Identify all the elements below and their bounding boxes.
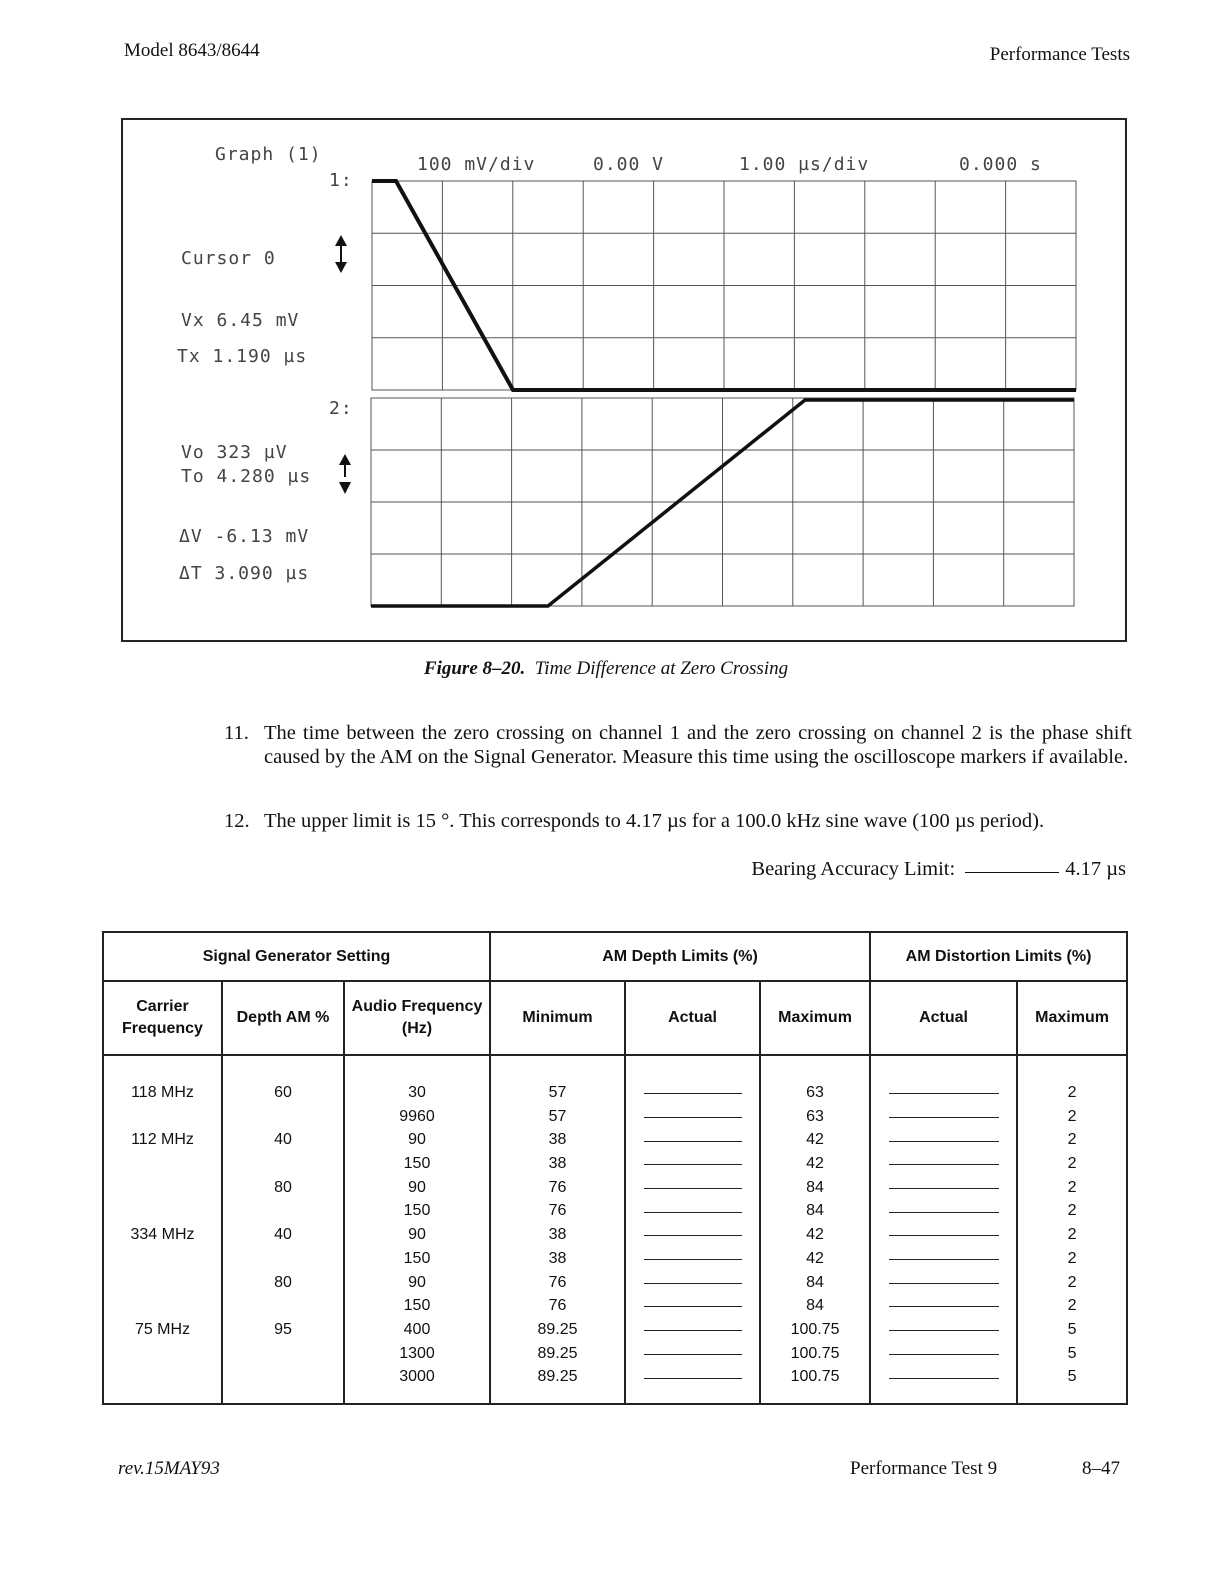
distortion-actual-field[interactable] <box>889 1378 999 1379</box>
table-cell <box>626 1318 759 1342</box>
depth-actual-field[interactable] <box>644 1212 742 1213</box>
graph-title: Graph (1) <box>215 144 322 165</box>
distortion-actual-field[interactable] <box>889 1235 999 1236</box>
channel-2-label: 2: <box>329 398 353 419</box>
carrier-frequency <box>104 1271 221 1295</box>
depth-minimum: 57 <box>548 1107 567 1125</box>
distortion-maximum: 5 <box>1067 1320 1077 1338</box>
audio-frequency-column <box>344 1055 490 1404</box>
header-section: Performance Tests <box>989 44 1130 65</box>
table-cell <box>626 1105 759 1129</box>
depth-actual-field[interactable] <box>644 1141 742 1142</box>
table-cell <box>871 1128 1016 1152</box>
delta-t: ΔT 3.090 µs <box>179 563 310 584</box>
depth-am: 80 <box>274 1273 292 1291</box>
distortion-maximum: 2 <box>1067 1131 1077 1149</box>
depth-minimum: 57 <box>548 1084 567 1101</box>
distortion-actual-field[interactable] <box>889 1141 999 1142</box>
depth-maximum: 84 <box>806 1297 824 1315</box>
depth-actual-field[interactable] <box>644 1117 742 1118</box>
table-cell <box>626 1271 759 1295</box>
header-model: Model 8643/8644 <box>124 40 260 61</box>
carrier-frequency <box>104 1152 221 1176</box>
column-header: Actual <box>625 981 760 1055</box>
depth-minimum: 76 <box>548 1202 567 1220</box>
depth-minimum-column <box>490 1055 625 1404</box>
distortion-maximum: 5 <box>1067 1368 1077 1386</box>
channel-1-label: 1: <box>329 170 353 191</box>
audio-frequency: 150 <box>403 1297 431 1315</box>
table-cell <box>871 1271 1016 1295</box>
footer-page-number: 8–47 <box>1082 1458 1120 1479</box>
distortion-maximum: 2 <box>1067 1297 1077 1315</box>
distortion-maximum: 2 <box>1067 1273 1077 1291</box>
depth-actual-field[interactable] <box>644 1093 742 1094</box>
depth-minimum: 76 <box>548 1297 567 1315</box>
column-header: Depth AM % <box>222 981 344 1055</box>
figure-number: Figure 8–20. <box>423 658 526 679</box>
table-cell <box>626 1128 759 1152</box>
footer-revision: rev.15MAY93 <box>118 1458 220 1479</box>
table-cell <box>871 1199 1016 1223</box>
table-cell <box>871 1081 1016 1105</box>
depth-am: 80 <box>274 1178 292 1196</box>
distortion-actual-field-column <box>870 1055 1017 1404</box>
depth-am <box>223 1365 343 1389</box>
limit-label: Bearing Accuracy Limit: <box>751 858 956 880</box>
table-cell <box>871 1105 1016 1129</box>
time-per-div: 1.00 µs/div <box>739 154 870 175</box>
table-cell <box>871 1294 1016 1318</box>
carrier-frequency: 112 MHz <box>131 1131 194 1149</box>
depth-am <box>223 1105 343 1129</box>
depth-actual-field[interactable] <box>644 1330 742 1331</box>
depth-actual-field[interactable] <box>644 1306 742 1307</box>
distortion-actual-field[interactable] <box>889 1164 999 1165</box>
depth-actual-field[interactable] <box>644 1378 742 1379</box>
group-header-depth: AM Depth Limits (%) <box>490 932 870 981</box>
audio-frequency: 150 <box>403 1155 431 1173</box>
depth-minimum: 76 <box>548 1273 567 1291</box>
carrier-frequency-column <box>103 1055 222 1404</box>
audio-frequency: 30 <box>408 1084 426 1101</box>
figure-caption <box>0 658 1212 680</box>
depth-maximum: 42 <box>806 1155 824 1173</box>
audio-frequency: 90 <box>408 1226 426 1244</box>
table-cell <box>626 1247 759 1271</box>
depth-maximum: 84 <box>806 1273 824 1291</box>
cursor-tx: Tx 1.190 µs <box>177 346 308 367</box>
depth-actual-field[interactable] <box>644 1164 742 1165</box>
depth-am-column <box>222 1055 344 1404</box>
carrier-frequency <box>104 1247 221 1271</box>
depth-minimum: 89.25 <box>537 1344 578 1362</box>
am-test-table <box>102 931 1126 1405</box>
distortion-maximum: 2 <box>1067 1107 1077 1125</box>
footer-test-name: Performance Test 9 <box>850 1458 998 1479</box>
depth-maximum: 84 <box>806 1202 824 1220</box>
depth-minimum: 38 <box>548 1226 567 1244</box>
carrier-frequency: 118 MHz <box>131 1084 194 1101</box>
depth-minimum: 89.25 <box>537 1320 578 1338</box>
depth-actual-field[interactable] <box>644 1188 742 1189</box>
depth-maximum: 100.75 <box>790 1344 840 1362</box>
depth-am: 60 <box>274 1084 292 1101</box>
table-cell <box>871 1247 1016 1271</box>
column-header: Maximum <box>1017 981 1127 1055</box>
depth-actual-field-column <box>625 1055 760 1404</box>
table-cell <box>626 1176 759 1200</box>
table-cell <box>871 1223 1016 1247</box>
limit-value: 4.17 µs <box>1065 858 1126 880</box>
distortion-actual-field[interactable] <box>889 1188 999 1189</box>
table-cell <box>626 1223 759 1247</box>
table-cell <box>626 1365 759 1389</box>
limit-blank <box>965 872 1059 873</box>
updown-arrow-icon <box>335 235 347 273</box>
oscilloscope-screen <box>121 118 1127 642</box>
group-header-generator: Signal Generator Setting <box>103 932 490 981</box>
updown-arrow-icon <box>339 454 351 494</box>
distortion-actual-field[interactable] <box>889 1330 999 1331</box>
distortion-maximum: 2 <box>1067 1178 1077 1196</box>
distortion-maximum: 2 <box>1067 1155 1077 1173</box>
depth-am: 40 <box>274 1226 292 1244</box>
carrier-frequency <box>104 1294 221 1318</box>
delay-time: 0.000 s <box>959 154 1042 175</box>
audio-frequency: 90 <box>408 1178 426 1196</box>
distortion-maximum: 2 <box>1067 1084 1077 1101</box>
depth-am: 40 <box>274 1131 292 1149</box>
carrier-frequency <box>104 1176 221 1200</box>
distortion-maximum: 2 <box>1067 1226 1077 1244</box>
cursor-label: Cursor 0 <box>181 248 276 269</box>
depth-maximum: 63 <box>806 1084 824 1101</box>
audio-frequency: 3000 <box>399 1368 435 1386</box>
table-cell <box>871 1318 1016 1342</box>
carrier-frequency <box>104 1199 221 1223</box>
volts-per-div: 100 mV/div <box>417 154 536 175</box>
step-number: 12. <box>224 810 250 832</box>
group-header-distortion: AM Distortion Limits (%) <box>870 932 1127 981</box>
audio-frequency: 150 <box>403 1202 431 1220</box>
depth-maximum: 84 <box>806 1178 824 1196</box>
depth-minimum: 38 <box>548 1155 567 1173</box>
table-cell <box>871 1342 1016 1366</box>
depth-maximum-column <box>760 1055 870 1404</box>
column-header: Maximum <box>760 981 870 1055</box>
carrier-frequency <box>104 1342 221 1366</box>
table-cell <box>871 1176 1016 1200</box>
depth-actual-field[interactable] <box>644 1259 742 1260</box>
distortion-actual-field[interactable] <box>889 1212 999 1213</box>
depth-maximum: 42 <box>806 1131 824 1149</box>
depth-maximum: 100.75 <box>790 1368 840 1386</box>
depth-am <box>223 1247 343 1271</box>
cursor-vx: Vx 6.45 mV <box>181 310 300 331</box>
distortion-actual-field[interactable] <box>889 1259 999 1260</box>
audio-frequency: 90 <box>408 1273 426 1291</box>
audio-frequency: 9960 <box>399 1107 435 1125</box>
distortion-actual-field[interactable] <box>889 1354 999 1355</box>
table-cell <box>626 1081 759 1105</box>
depth-actual-field[interactable] <box>644 1354 742 1355</box>
depth-minimum: 38 <box>548 1131 567 1149</box>
distortion-actual-field[interactable] <box>889 1306 999 1307</box>
column-header: Audio Frequency (Hz) <box>344 981 490 1055</box>
depth-am: 95 <box>274 1320 292 1338</box>
carrier-frequency: 75 MHz <box>134 1320 191 1338</box>
distortion-actual-field[interactable] <box>889 1117 999 1118</box>
offset-voltage: 0.00 V <box>593 154 665 175</box>
step-text: The upper limit is 15 °. This corresponds to 4.17 µs for a 100.0 kHz sine wave (100 µs period). <box>264 810 1045 832</box>
depth-maximum: 42 <box>806 1249 824 1267</box>
step-number: 11. <box>224 722 249 744</box>
step-text: The time between the zero crossing on channel 1 and the zero crossing on channel 2 is the phase shift caused by the AM on the Signal Generator. Measure this time using the oscilloscope markers if available. <box>264 722 1132 768</box>
figure-title: Time Difference at Zero Crossing <box>534 658 789 679</box>
audio-frequency: 150 <box>403 1249 431 1267</box>
depth-minimum: 89.25 <box>537 1368 578 1386</box>
scope-graticule <box>123 120 1125 640</box>
bearing-accuracy-limit <box>751 858 1126 881</box>
depth-am <box>223 1342 343 1366</box>
depth-am <box>223 1294 343 1318</box>
depth-minimum: 76 <box>548 1178 567 1196</box>
depth-am <box>223 1152 343 1176</box>
distortion-actual-field[interactable] <box>889 1283 999 1284</box>
table-cell <box>871 1152 1016 1176</box>
table-cell <box>871 1365 1016 1389</box>
table-cell <box>626 1199 759 1223</box>
depth-actual-field[interactable] <box>644 1235 742 1236</box>
depth-maximum: 63 <box>806 1107 824 1125</box>
column-header: Minimum <box>490 981 625 1055</box>
depth-am <box>223 1199 343 1223</box>
audio-frequency: 90 <box>408 1131 426 1149</box>
audio-frequency: 400 <box>403 1320 431 1338</box>
distortion-actual-field[interactable] <box>889 1093 999 1094</box>
cursor-to: To 4.280 µs <box>181 466 312 487</box>
carrier-frequency <box>104 1365 221 1389</box>
depth-minimum: 38 <box>548 1249 567 1267</box>
delta-v: ΔV -6.13 mV <box>179 526 310 547</box>
distortion-maximum-column <box>1017 1055 1127 1404</box>
cursor-vo: Vo 323 µV <box>181 442 288 463</box>
depth-maximum: 42 <box>806 1226 824 1244</box>
audio-frequency: 1300 <box>399 1344 435 1362</box>
distortion-maximum: 5 <box>1067 1344 1077 1362</box>
table-cell <box>626 1342 759 1366</box>
carrier-frequency <box>104 1105 221 1129</box>
distortion-maximum: 2 <box>1067 1249 1077 1267</box>
depth-maximum: 100.75 <box>790 1320 840 1338</box>
column-header: Carrier Frequency <box>103 981 222 1055</box>
carrier-frequency: 334 MHz <box>130 1226 195 1244</box>
column-header: Actual <box>870 981 1017 1055</box>
table-cell <box>626 1152 759 1176</box>
distortion-maximum: 2 <box>1067 1202 1077 1220</box>
table-cell <box>626 1294 759 1318</box>
depth-actual-field[interactable] <box>644 1283 742 1284</box>
